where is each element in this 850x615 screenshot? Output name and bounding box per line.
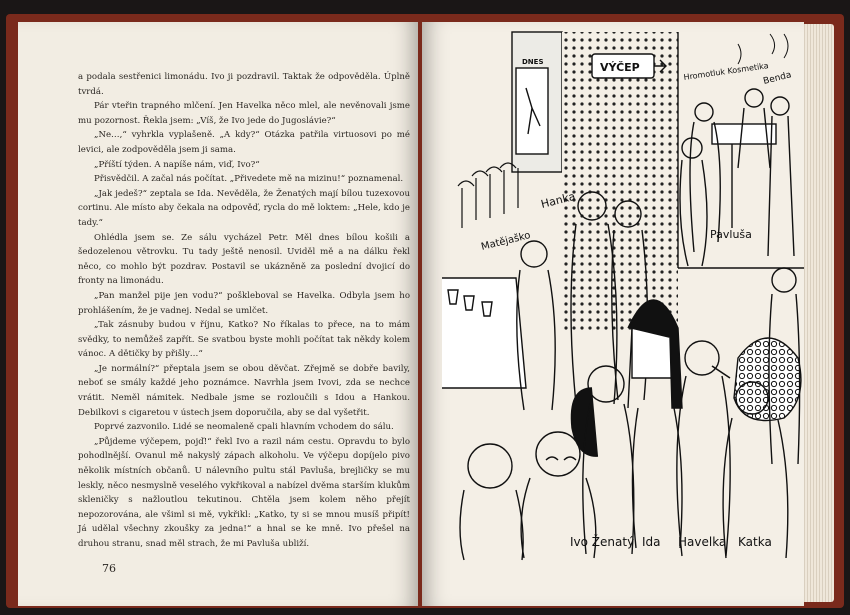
bar-patron-body	[768, 116, 794, 256]
page-number: 76	[102, 562, 116, 575]
ivo-zenaty-head	[536, 432, 580, 476]
sign-vycep: VÝČEP	[600, 61, 640, 74]
right-page	[422, 22, 804, 606]
label-ivo-zenaty: Ivo Ženatý	[570, 535, 635, 549]
paragraph: „Tak zásnuby budou v říjnu, Katko? No říkalas to přece, na to mám svědky, to nemůžeš zapřít. Se svatbou byste mohli počítat tak někdy kolem vánoc. A dětičky by přišly…“	[78, 320, 410, 360]
cigarette-icon	[712, 366, 730, 378]
refreshment-counter	[442, 278, 526, 388]
paragraph: a podala sestřenici limonádu. Ivo ji pozdravil. Taktak že odpověděla. Úplně tvrdá.	[78, 72, 410, 97]
foyer-crowd-illustration	[442, 28, 804, 568]
open-book	[6, 14, 844, 608]
ida-head	[588, 366, 624, 402]
paragraph: „Půjdeme výčepem, pojď!“ řekl Ivo a razil nám cestu. Opravdu to bylo pohodlnější. Ovanul mě nakyslý zápach alkoholu. Ve výčepu dopíjelo pivo několik místních občanů. U nálevního pultu stál Pavluša, brejličky se mu leskly, něco nesmyslně veselého vykřikoval a nabízel dvěma starším klukům skleničky s nažloutlou tekutinou. Chtěla jsem kolem něho přejít nepozorována, ale všiml si mě, vykřikl: „Katko, ty si se mnou musíš připít! Já udělal všechny zkoušky za jedna!“ a hnal se ke mně. Ivo přešel na druhou stranu, snad měl strach, že mi Pavluša ubliží.	[78, 436, 410, 549]
sign-dnes: DNES	[522, 58, 544, 66]
label-havelka: Havelka	[678, 535, 727, 549]
paragraph: „Příští týden. A napíše nám, viď, Ivo?“	[94, 159, 260, 170]
page-edges	[804, 24, 834, 602]
woman-left-body	[460, 490, 523, 560]
body-text	[78, 70, 410, 552]
bar-patron-head	[745, 89, 763, 107]
woman-left-head	[468, 444, 512, 488]
chairs	[462, 168, 518, 228]
havelka-body	[677, 376, 730, 556]
woman-dark-hair-body	[632, 408, 682, 548]
label-pavlusa: Pavluša	[710, 228, 752, 241]
label-katka: Katka	[738, 535, 772, 549]
smoking-man-head	[772, 268, 796, 292]
matejasko-body	[517, 270, 555, 410]
sign-hromotluk-kosmetika: Hromotluk Kosmetika	[683, 61, 770, 82]
bar-patron-head	[771, 97, 789, 115]
paragraph: „Pan manžel pije jen vodu?“ poškleboval se Havelka. Odbyla jsem ho prohlášením, že je vadnej. Nedal se umlčet.	[78, 290, 410, 316]
paragraph: „Jak jedeš?“ zeptala se Ida. Nevěděla, že Ženatých mají bílou tuzexovou cortinu. Ale místo aby čekala na odpověď, rycla do mě loktem: „Hele, kdo je tady.“	[78, 188, 410, 228]
matejasko-head	[521, 241, 547, 267]
chair-backs	[458, 163, 516, 186]
left-page	[18, 22, 418, 606]
paragraph: „Ne…,“ vyhrkla vyplašeně. „A kdy?“ Otázka patřila virtuosovi po mé levici, ale zodpověděla jsem ji sama.	[78, 130, 410, 155]
label-ida: Ida	[642, 535, 661, 549]
paragraph: „Je normální?“ přeptala jsem se obou děvčat. Zřejmě se dobře bavily, neboť se smály každé jeho poznámce. Navrhla jsem Ivovi, zda se nechce vrátit. Neměl námitek. Nedbale jsme se rozloučili s Idou a Hankou. Debilkovi s cigaretou v ústech jsem doporučila, aby se dal vyšetřit.	[78, 363, 410, 418]
havelka-head	[685, 341, 719, 375]
sign-benda: Benda	[762, 70, 793, 87]
paragraph: Ohlédla jsem se. Ze sálu vycházel Petr. Měl dnes bílou košili a šedozelenou větrovku. Tu tady ještě nenosil. Uviděl mě a na dálku řekl něco, co mohlo být pozdrav. Postavil se ukázněně za poslední dvojicí do fronty na limonádu.	[78, 232, 410, 287]
ivo-glasses-icon	[546, 457, 576, 460]
bar-patron-head	[695, 103, 713, 121]
label-hanka: Hanka	[539, 189, 577, 211]
smoke-icon	[738, 34, 788, 64]
katka-hair	[734, 338, 801, 421]
paragraph: Poprvé zazvonilo. Lidé se neomaleně cpali hlavním vchodem do sálu.	[94, 422, 394, 433]
paragraph: Přisvědčil. A začal nás počítat. „Přivedete mě na mizinu!“ poznamenal.	[94, 174, 404, 185]
paragraph: Pár vteřin trapného mlčení. Jen Havelka něco mlel, ale nevěnovali jsme mu pozornost. Řekla jsem: „Víš, že Ivo jede do Jugoslávie?“	[78, 101, 410, 126]
label-matejasko: Matějaško	[480, 230, 532, 253]
